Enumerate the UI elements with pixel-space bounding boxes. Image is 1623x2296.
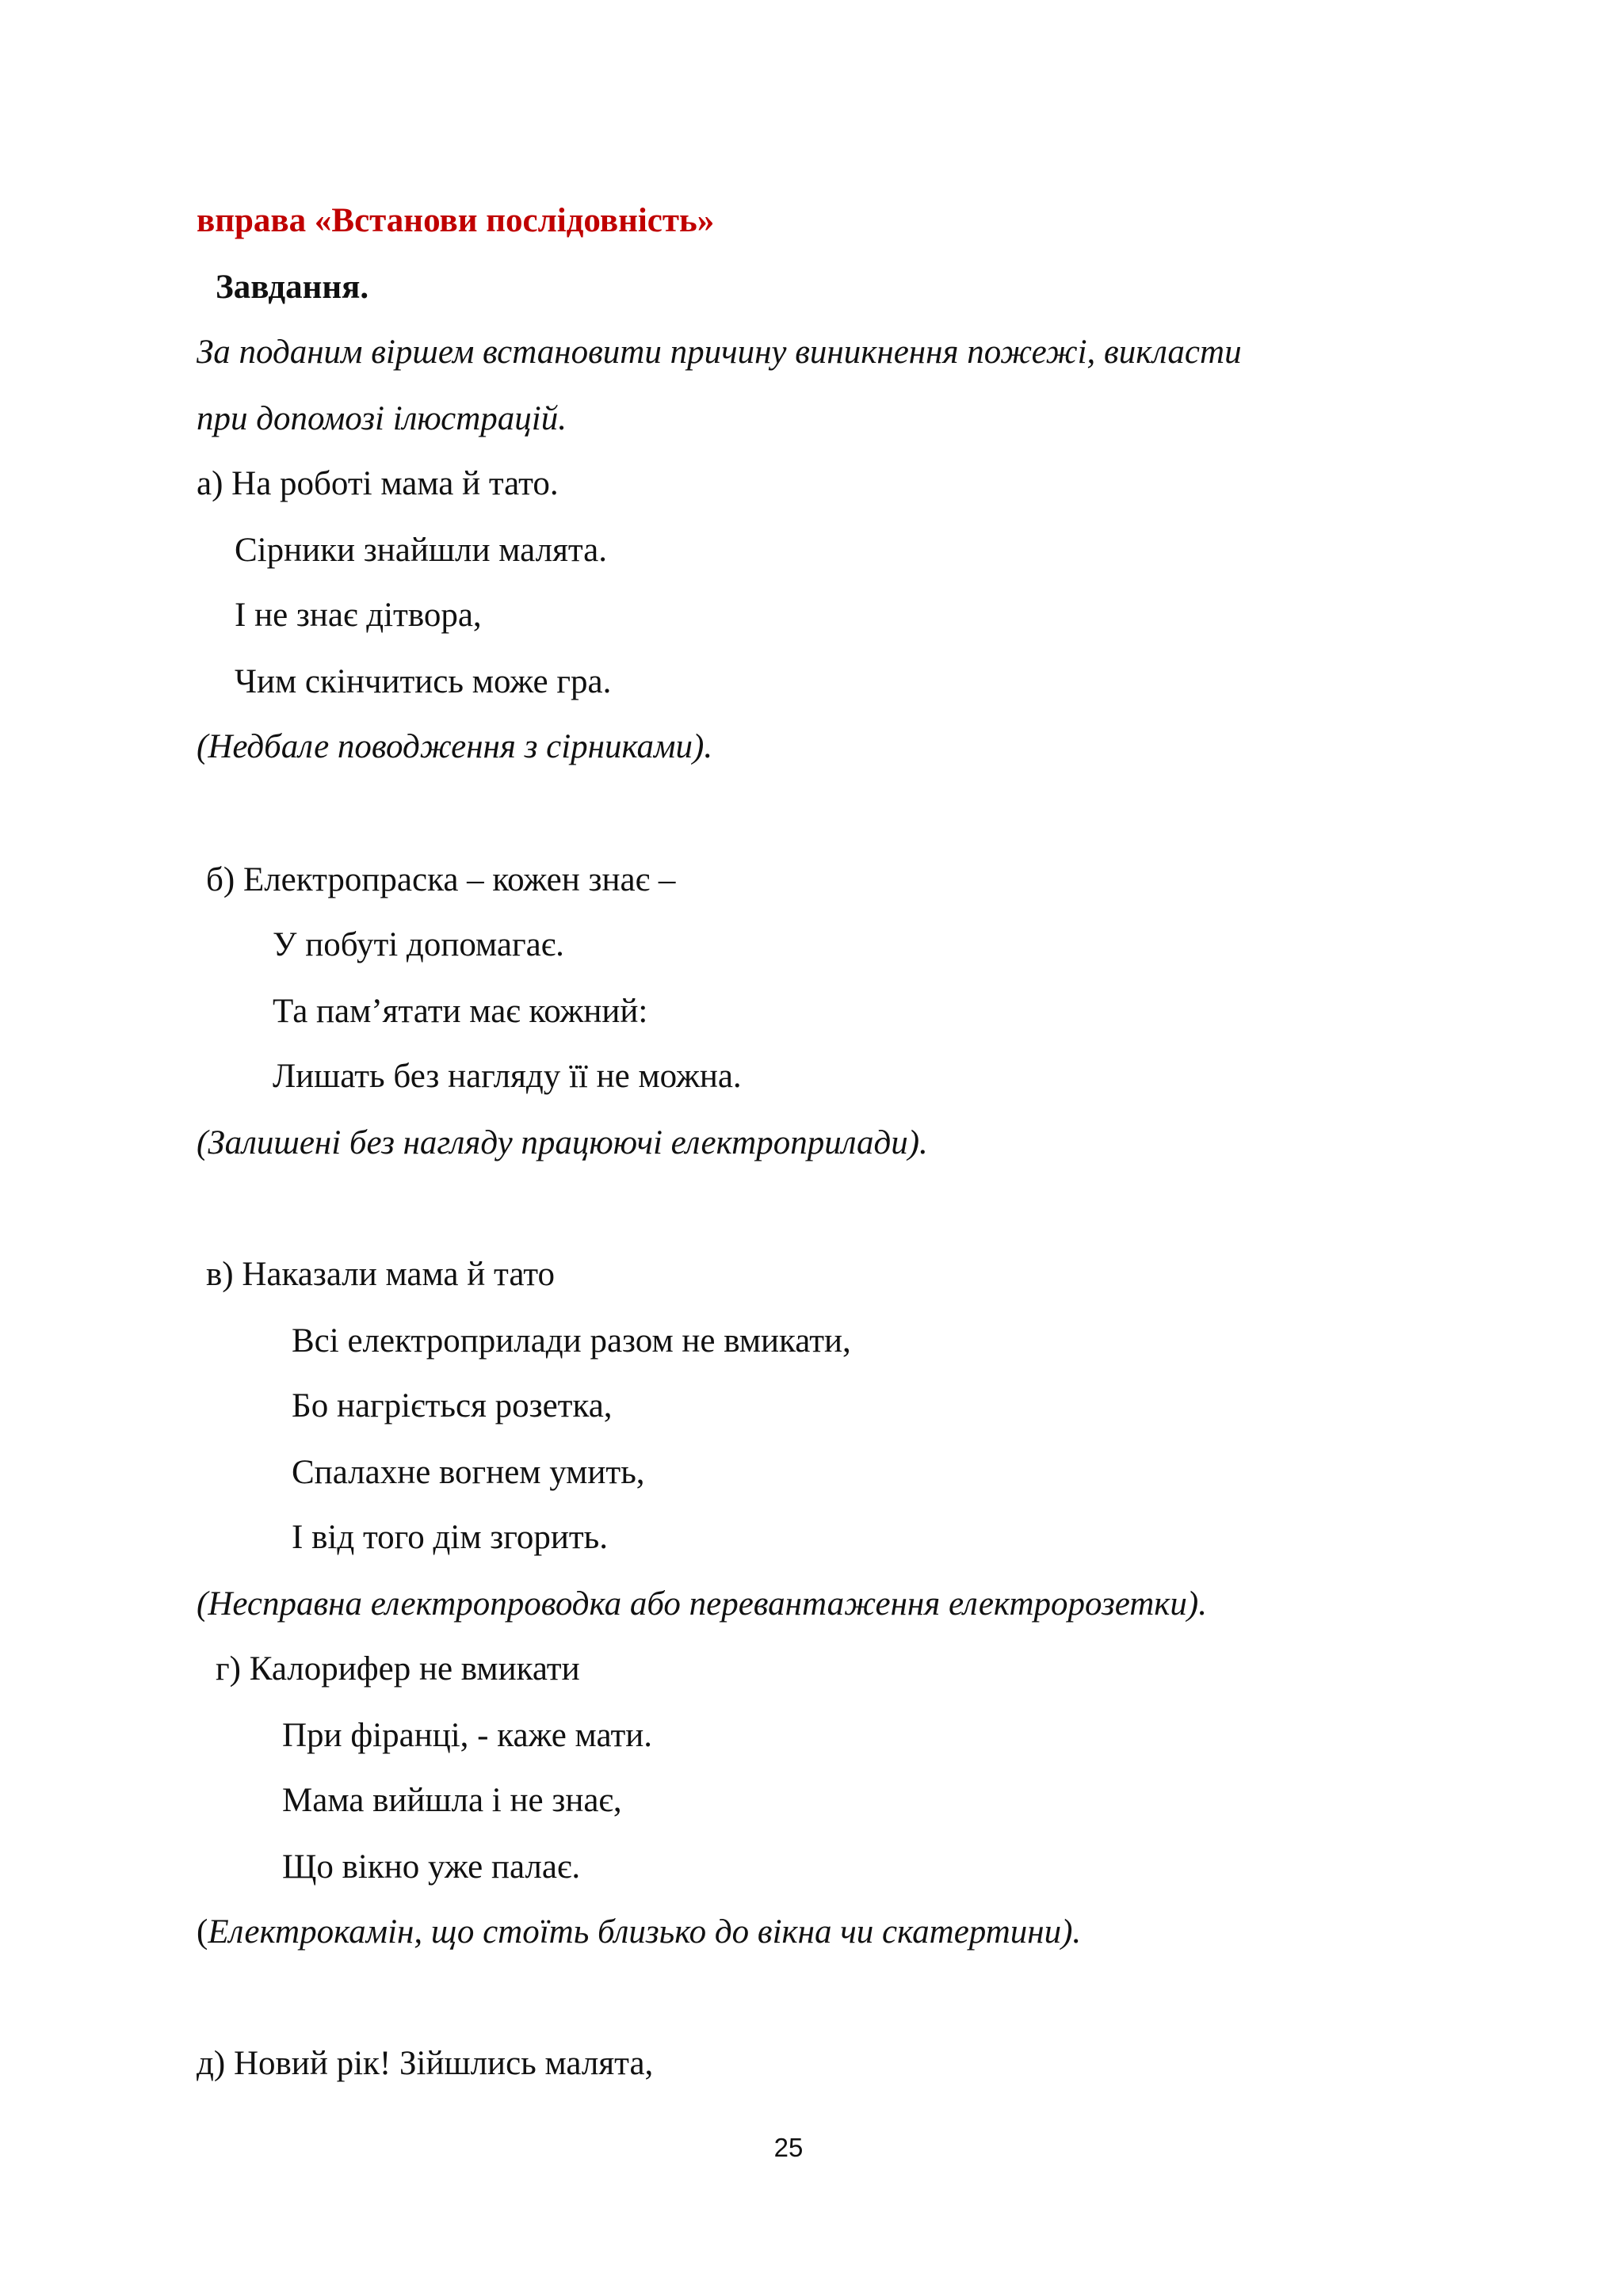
poem-g-answer-text: Електрокамін, що стоїть близько до вікна чи скатертини). <box>208 1913 1082 1951</box>
poem-b-answer: (Залишені без нагляду працюючі електроприлади). <box>197 1124 928 1161</box>
poem-g-answer <box>197 1911 1081 1954</box>
poem-v-line-1: в) Наказали мама й тато <box>206 1256 556 1293</box>
task-text-line-2: при допомозі ілюстрацій. <box>197 400 567 437</box>
poem-g-line-2: При фіранці, - каже мати. <box>282 1717 652 1754</box>
poem-a-line-1: а) На роботі мама й тато. <box>197 465 559 502</box>
poem-g-answer-paren: ( <box>197 1913 208 1951</box>
exercise-title: вправа «Встанови послідовність» <box>197 202 715 239</box>
poem-b-line-3: Та пам’ятати має кожний: <box>273 993 648 1030</box>
poem-g-line-1: г) Калорифер не вмикати <box>216 1650 580 1688</box>
poem-b-line-2: У побуті допомагає. <box>273 926 564 963</box>
page-number: 25 <box>773 2133 804 2162</box>
poem-a-answer: (Недбале поводження з сірниками). <box>197 728 713 765</box>
poem-v-line-5: І від того дім згорить. <box>292 1519 608 1556</box>
poem-b-line-4: Лишать без нагляду її не можна. <box>273 1058 742 1095</box>
poem-g-line-3: Мама вийшла і не знає, <box>282 1782 622 1819</box>
task-text-line-1: За поданим віршем встановити причину виникнення пожежі, викласти <box>197 334 1242 371</box>
poem-v-line-2: Всі електроприлади разом не вмикати, <box>292 1322 851 1360</box>
poem-a-line-3: І не знає дітвора, <box>235 597 482 634</box>
poem-v-line-4: Спалахне вогнем умить, <box>292 1454 645 1491</box>
poem-g-line-4: Що вікно уже палає. <box>282 1848 581 1886</box>
poem-v-line-3: Бо нагріється розетка, <box>292 1387 613 1425</box>
poem-a-line-2: Сірники знайшли малята. <box>235 532 607 569</box>
poem-b-line-1: б) Електропраска – кожен знає – <box>206 861 676 898</box>
poem-v-answer: (Несправна електропроводка або перевантаження електророзетки). <box>197 1585 1207 1623</box>
task-label: Завдання. <box>216 269 369 306</box>
poem-d-line-1: д) Новий рік! Зійшлись малята, <box>197 2045 654 2082</box>
poem-a-line-4: Чим скінчитись може гра. <box>235 663 612 700</box>
